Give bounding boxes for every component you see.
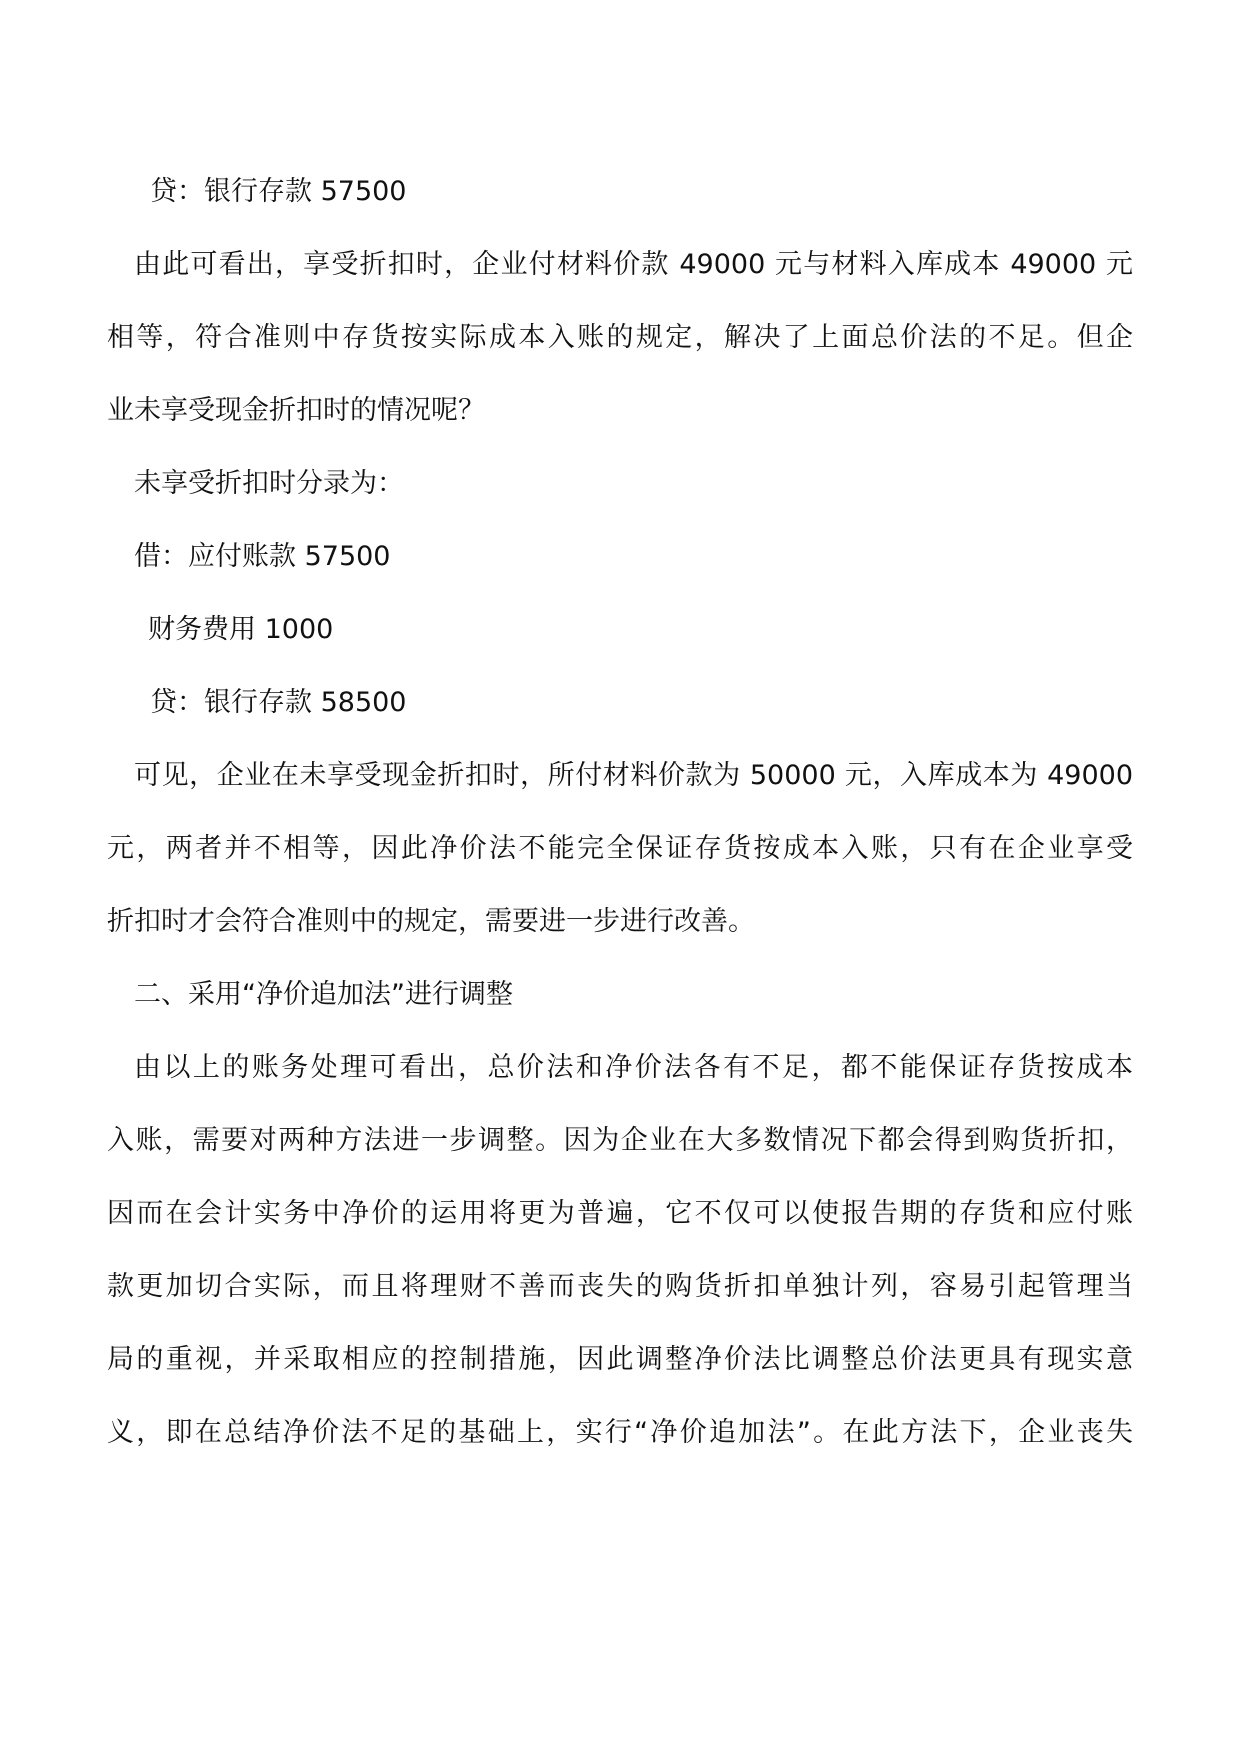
journal-debit-line: 借：应付账款 57500 (134, 541, 391, 572)
paragraph-line: 业未享受现金折扣时的情况呢？ (107, 395, 485, 426)
journal-debit-line: 财务费用 1000 (148, 614, 334, 645)
journal-credit-line: 贷：银行存款 58500 (150, 687, 407, 718)
paragraph-line: 款更加切合实际，而且将理财不善而丧失的购货折扣单独计列，容易引起管理当 (107, 1271, 1133, 1302)
paragraph-line: 元，两者并不相等，因此净价法不能完全保证存货按成本入账，只有在企业享受 (107, 833, 1133, 864)
paragraph-line: 入账，需要对两种方法进一步调整。因为企业在大多数情况下都会得到购货折扣， (107, 1125, 1133, 1156)
paragraph-line: 由以上的账务处理可看出，总价法和净价法各有不足，都不能保证存货按成本 (134, 1052, 1133, 1083)
paragraph-line: 相等，符合准则中存货按实际成本入账的规定，解决了上面总价法的不足。但企 (107, 322, 1133, 353)
paragraph-line: 局的重视，并采取相应的控制措施，因此调整净价法比调整总价法更具有现实意 (107, 1344, 1133, 1375)
paragraph-line: 折扣时才会符合准则中的规定，需要进一步进行改善。 (107, 906, 755, 937)
text-line: 未享受折扣时分录为： (134, 468, 404, 499)
text-line: 贷：银行存款 57500 (150, 176, 407, 207)
paragraph-line: 可见，企业在未享受现金折扣时，所付材料价款为 50000 元，入库成本为 49000 (134, 760, 1133, 791)
section-heading: 二、采用“净价追加法”进行调整 (134, 979, 513, 1010)
paragraph-line: 因而在会计实务中净价的运用将更为普遍，它不仅可以使报告期的存货和应付账 (107, 1198, 1133, 1229)
paragraph-line: 义，即在总结净价法不足的基础上，实行“净价追加法”。在此方法下，企业丧失 (107, 1417, 1133, 1448)
paragraph-line: 由此可看出，享受折扣时，企业付材料价款 49000 元与材料入库成本 49000 元 (134, 249, 1133, 280)
